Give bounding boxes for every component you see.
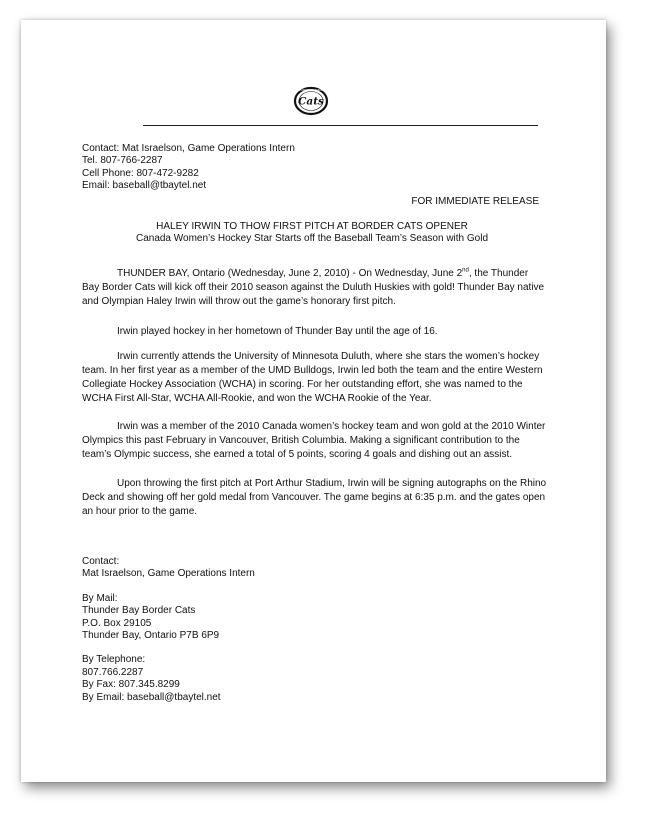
footer-contact-name: Mat Israelson, Game Operations Intern — [82, 568, 255, 580]
footer-contact-label: Contact: — [82, 556, 120, 567]
footer-mail-label: By Mail: — [82, 592, 118, 604]
headline-subtitle: Canada Women’s Hockey Star Starts off the Baseball Team’s Season with Gold — [135, 233, 489, 245]
release-label: FOR IMMEDIATE RELEASE — [411, 196, 539, 207]
logo-text: Cats — [298, 95, 324, 108]
border-cats-logo — [292, 86, 330, 116]
contact-email: Email: baseball@tbaytel.net — [82, 180, 207, 192]
body-paragraph-5 — [82, 477, 547, 519]
header-rule — [143, 125, 538, 126]
p1-sup: nd — [462, 267, 469, 274]
contact-block — [82, 143, 295, 193]
footer-mail-line: Thunder Bay, Ontario P7B 6P9 — [82, 630, 220, 642]
headline-block — [82, 221, 542, 246]
footer-fax: By Fax: 807.345.8299 — [82, 679, 180, 691]
p1-end: , the Thunder Bay Border Cats will kick off their 2010 season against the Duluth Huskies with gold! Thunder Bay native and Olympian Haley Irwin will throw out the game’s honorary first pitch. — [82, 268, 545, 307]
p3-text: Irwin currently attends the University of Minnesota Duluth, where she stars the women’s hockey team. In her first year as a member of the UMD Bulldogs, Irwin led both the team and the entire Western Collegiate Hockey Association (WCHA) in scoring. For her outstanding effort, she was named to the WCHA First All-Star, WCHA All-Rookie, and won the WCHA Rookie of the Year. — [82, 351, 543, 404]
footer-mail-line: Thunder Bay Border Cats — [82, 605, 196, 617]
contact-cell: Cell Phone: 807-472-9282 — [82, 167, 199, 179]
p1-start: THUNDER BAY, Ontario (Wednesday, June 2, 2010) - On Wednesday, June 2 — [117, 268, 463, 279]
press-release-page — [21, 20, 606, 782]
footer-phone: 807.766.2287 — [82, 666, 144, 678]
logo-ring-text: THUNDER BAY BORDER — [298, 88, 324, 92]
contact-line: Contact: Mat Israelson, Game Operations Intern — [82, 143, 295, 154]
contact-tel: Tel. 807-766-2287 — [82, 155, 163, 167]
body-paragraph-3 — [82, 350, 547, 406]
body-paragraph-1 — [82, 267, 547, 309]
footer-phone-label: By Telephone: — [82, 654, 146, 666]
body-paragraph-4 — [82, 420, 547, 462]
footer-email: By Email: baseball@tbaytel.net — [82, 691, 221, 703]
p4-text: Irwin was a member of the 2010 Canada women’s hockey team and won gold at the 2010 Winter Olympics this past February in Vancouver, British Columbia. Making a significant contribution to the team’s Olympic success, she earned a total of 5 points, scoring 4 goals and dishing out an assist. — [82, 421, 546, 460]
footer-contact-block — [82, 556, 255, 704]
p2-text: Irwin played hockey in her hometown of Thunder Bay until the age of 16. — [117, 326, 438, 337]
footer-mail-line: P.O. Box 29105 — [82, 617, 152, 629]
p5-text: Upon throwing the first pitch at Port Arthur Stadium, Irwin will be signing autographs on the Rhino Deck and showing off her gold medal from Vancouver. The game begins at 6:35 p.m. and the gates open an hour prior to the game. — [82, 478, 547, 517]
body-paragraph-2 — [82, 325, 547, 339]
headline-title: HALEY IRWIN TO THOW FIRST PITCH AT BORDER CATS OPENER — [156, 221, 468, 232]
